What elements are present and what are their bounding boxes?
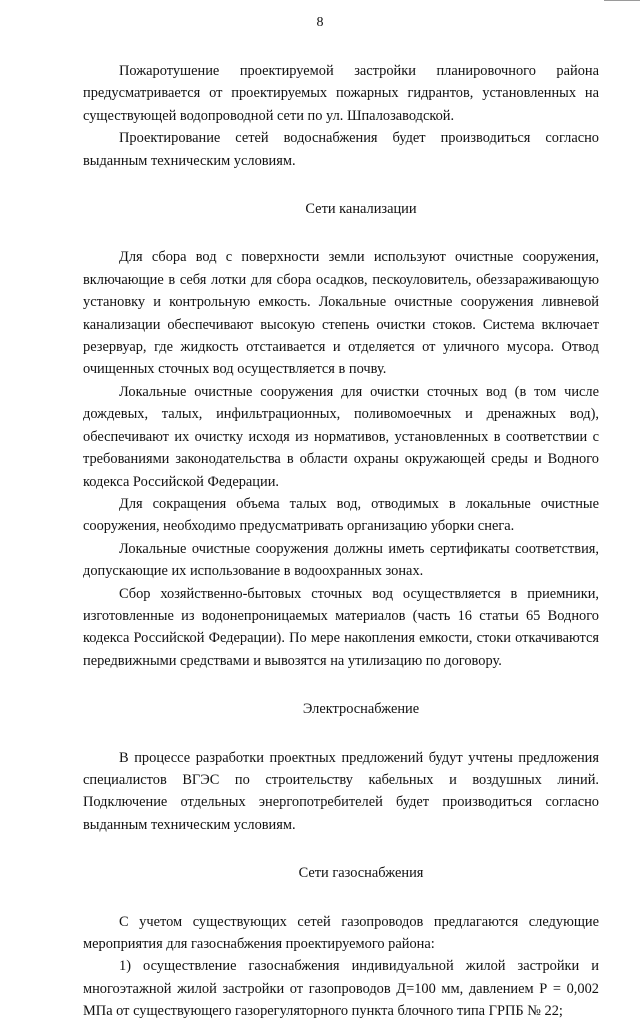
page-body <box>83 60 599 1023</box>
heading-power-supply: Электроснабжение <box>302 701 420 718</box>
paragraph-surface-water: Для сбора вод с поверхности земли используют очистные сооружения, включающие в себя лотки для сбора осадков, пескоуловитель, обеззараживающую установку и контрольную емкость. Локальные очистные сооружения ливневой канализации обеспечивают высокую степень очистки стоков. Система включает резервуар, где жидкость отстаивается и отделяется от уличного мусора. Отвод очищенных сточных вод осуществляется в почву. <box>83 249 599 378</box>
heading-sewerage: Сети канализации <box>305 201 417 218</box>
paragraph-gas-measures: С учетом существующих сетей газопроводов предлагаются следующие мероприятия для газоснабжения проектируемого района: <box>83 913 599 952</box>
paragraph-fire-hydrants: Пожаротушение проектируемой застройки планировочного района предусматривается от проектируемых пожарных гидрантов, установленных на существующей водопроводной сети по ул. Шпалозаводской. <box>83 63 599 124</box>
page-number: 8 <box>316 15 324 30</box>
paragraph-water-design: Проектирование сетей водоснабжения будет производиться согласно выданным техническим условиям. <box>83 130 599 169</box>
paragraph-certificates: Локальные очистные сооружения должны иметь сертификаты соответствия, допускающие их использование в водоохранных зонах. <box>83 540 599 580</box>
paragraph-household-wastewater: Сбор хозяйственно-бытовых сточных вод осуществляется в приемники, изготовленные из водонепроницаемых материалов (часть 16 статьи 65 Водного кодекса Российской Федерации). По мере накопления емкости, стоки откачиваются передвижными средствами и вывозятся на утилизацию по договору. <box>83 585 599 669</box>
paragraph-power-lines: В процессе разработки проектных предложений будут учтены предложения специалистов ВГЭС по строительству кабельных и воздушных линий. Подключение отдельных энергопотребителей будет производиться согласно выданным техническим условиям. <box>83 749 599 833</box>
paragraph-gas-item-1: 1) осуществление газоснабжения индивидуальной жилой застройки и многоэтажной жилой застройки от газопроводов Д=100 мм, давлением Р = 0,002 МПа от существующего газорегуляторного пункта блочного типа ГРПБ № 22; <box>83 958 599 1020</box>
heading-gas-supply: Сети газоснабжения <box>298 865 424 882</box>
paragraph-local-treatment: Локальные очистные сооружения для очистки сточных вод (в том числе дождевых, талых, инфильтрационных, поливомоечных и дренажных вод), обеспечивают их очистку исходя из нормативов, установленных в соответствии с требованиями законодательства в области охраны окружающей среды и Водного кодекса Российской Федерации. <box>83 383 599 490</box>
scan-corner-mark <box>604 0 640 4</box>
paragraph-snow-removal: Для сокращения объема талых вод, отводимых в локальные очистные сооружения, необходимо предусматривать организацию уборки снега. <box>83 495 599 535</box>
